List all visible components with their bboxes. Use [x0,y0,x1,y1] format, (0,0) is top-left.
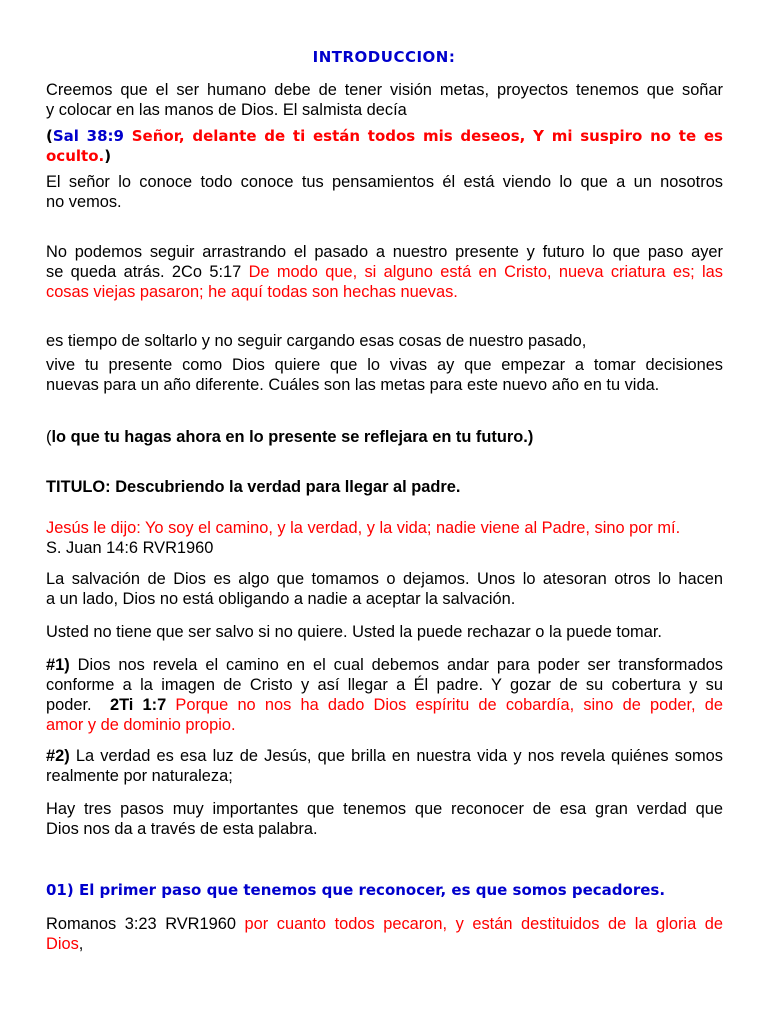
paragraph-lord-knows [46,172,723,212]
page-title: INTRODUCCION: [312,48,456,66]
paragraph-line: Creemos que el ser humano debe de tener visión metas, proyectos tenemos que soñar [46,81,723,99]
verse-text: por cuanto todos pecaron, y están destituidos de la gloria de [244,915,723,933]
paragraph-line: y colocar en las manos de Dios. El salmista decía [46,101,407,119]
paragraph-line [46,262,723,282]
verse-line [46,934,723,954]
paragraph-line: realmente por naturaleza; [46,767,233,785]
paragraph-salvation [46,569,723,609]
paragraph-lead: se queda atrás. 2Co 5:17 [46,263,242,281]
paragraph-line: #2) La verdad es esa luz de Jesús, que brilla en nuestra vida y nos revela quiénes somos [46,747,723,765]
paragraph-line: La salvación de Dios es algo que tomamos o dejamos. Unos lo atesoran otros lo hacen [46,570,723,588]
paragraph-line: a un lado, Dios no está obligando a nadie a aceptar la salvación. [46,590,516,608]
paragraph-past [46,242,723,302]
point-number: #2) [46,747,70,765]
verse-text: Jesús le dijo: Yo soy el camino, y la verdad, y la vida; nadie viene al Padre, sino por mí. [46,519,681,537]
verse-reference: 2Ti 1:7 [109,696,167,714]
paragraph-line: No podemos seguir arrastrando el pasado a nuestro presente y futuro lo que paso ayer [46,243,723,261]
point-one [46,655,723,735]
verse-text: amor y de dominio propio. [46,716,236,734]
verse-block-psalm [46,126,723,166]
paragraph-line: no vemos. [46,193,122,211]
paragraph-reflection [46,427,723,447]
paragraph-line: El señor lo conoce todo conoce tus pensamientos él está viendo lo que a un nosotros [46,173,723,191]
paragraph-line: nuevas para un año diferente. Cuáles son las metas para este nuevo año en tu vida. [46,376,660,394]
verse-text: Dios [46,935,79,953]
paragraph-intro [46,80,723,120]
paragraph-line: conforme a la imagen de Cristo y así llegar a Él padre. Y gozar de su cobertura y su [46,676,723,694]
sermon-title [46,477,723,497]
open-paren: ( [46,127,53,145]
step-one-heading: 01) El primer paso que tenemos que reconocer, es que somos pecadores. [46,881,666,899]
comma: , [78,935,84,953]
verse-reference: Sal 38:9 [52,127,124,145]
open-paren: ( [46,428,52,446]
paragraph-line: #1) Dios nos revela el camino en el cual debemos andar para poder ser transformados [46,656,723,674]
bold-text: lo que tu hagas ahora en lo presente se reflejara en tu futuro.) [51,428,534,446]
paragraph-line: vive tu presente como Dios quiere que lo vivas ay que empezar a tomar decisiones [46,356,723,374]
paragraph-live-present [46,355,723,395]
point-number: #1) [46,656,70,674]
verse-block-romans [46,914,723,954]
paragraph-line: Hay tres pasos muy importantes que tenemos que reconocer de esa gran verdad que [46,800,723,818]
verse-block-john [46,518,723,558]
verse-text: Señor, delante de ti están todos mis deseos, Y mi suspiro no te es oculto. [46,127,723,165]
paragraph-line: poder. 2Ti 1:7 Porque no nos ha dado Dios espíritu de cobardía, sino de poder, de [46,696,723,714]
title-label: TITULO: [46,478,111,496]
verse-reference: S. Juan 14:6 RVR1960 [46,539,214,557]
verse-text: cosas viejas pasaron; he aquí todas son hechas nuevas. [46,283,458,301]
verse-line [46,914,723,934]
verse-line [46,126,723,166]
verse-text: De modo que, si alguno está en Cristo, nueva criatura es; las [248,263,723,281]
point-two [46,746,723,786]
paragraph-line: Dios nos da a través de esta palabra. [46,820,318,838]
verse-reference: Romanos 3:23 RVR1960 [46,915,236,933]
close-paren: ) [104,147,112,165]
paragraph-choice: Usted no tiene que ser salvo si no quiere. Usted la puede rechazar o la puede tomar. [46,623,662,641]
verse-text: Porque no nos ha dado Dios espíritu de cobardía, sino de poder, de [175,696,723,714]
paragraph-let-go: es tiempo de soltarlo y no seguir cargando esas cosas de nuestro pasado, [46,332,587,350]
title-text: Descubriendo la verdad para llegar al padre. [115,478,461,496]
paragraph-three-steps [46,799,723,839]
